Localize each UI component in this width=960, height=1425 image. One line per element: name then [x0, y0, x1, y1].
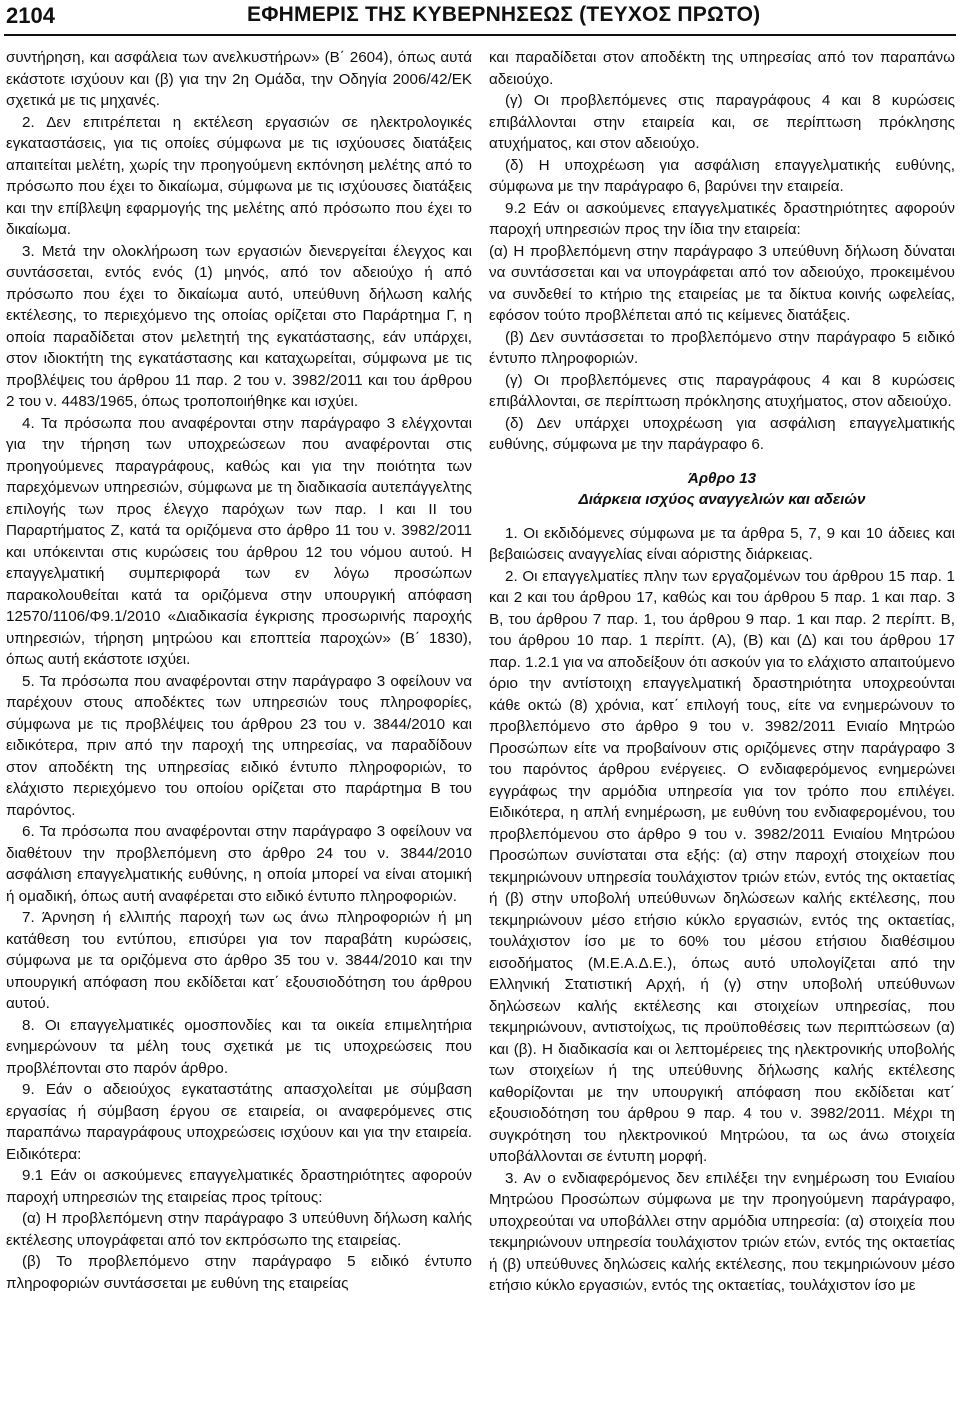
paragraph: 2. Δεν επιτρέπεται η εκτέλεση εργασιών σε ηλεκτρολογικές εγκαταστάσεις, για τις οποίες σύμφωνα με τις ισχύουσες διατάξεις απαιτείται μελέτη, χωρίς την προηγούμενη εκπόνηση μελέτης από το πρόσωπο που έχει το δικαίωμα, σύμφωνα με τις ισχύουσες διατάξεις και την επίβλεψη εφαρμογής της μελέτης από πρόσωπο που έχει το δικαίωμα. — [6, 113, 472, 238]
paragraph: 8. Οι επαγγελματικές ομοσπονδίες και τα οικεία επιμελητήρια ενημερώνουν τα μέλη τους σχετικά με τις υποχρεώσεις που προβλέπονται στο παρόν άρθρο. — [6, 1016, 472, 1077]
page-number: 2104 — [6, 3, 55, 28]
paragraph: (δ) Η υποχρέωση για ασφάλιση επαγγελματικής ευθύνης, σύμφωνα με την παράγραφο 6, βαρύνει την εταιρεία. — [489, 156, 955, 195]
paragraph: 2. Οι επαγγελματίες πλην των εργαζομένων του άρθρου 15 παρ. 1 και 2 και του άρθρου 17, καθώς και του άρθρου 5 παρ. 1 και παρ. 3 Β, του άρθρου 7 παρ. 1, του άρθρου 9 παρ. 1 και παρ. 2 περίπτ. Β, του άρθρου 10 παρ. 1 περίπτ. (Α), (Β) και (Δ) και του άρθρου 17 παρ. 1.2.1 για να αποδείξουν ότι ασκούν για το ελάχιστο απαιτούμενο όριο την αντίστοιχη επαγγελματική δραστηριότητα υποχρεούνται κάθε οκτώ (8) χρόνια, κατ΄ επιλογή τους, είτε να ενημερώνουν το προβλεπόμενο στο άρθρο 9 του ν. 3982/2011 Ενιαίο Μητρώο Προσώπων είτε να προβαίνουν στις οριζόμενες στην παράγραφο 3 του παρόντος άρθρου ενέργειες. Ο ενδιαφερόμενος ενημερώνει εγγράφως την αρμόδια υπηρεσία για τον τρόπο που επιλέγει. Ειδικότερα, η απλή ενημέρωση, με ευθύνη του ενδιαφερομένου, του προβλεπόμενου στο άρθρο 9 του ν. 3982/2011 Ενιαίου Μητρώου Προσώπων συνίσταται στα εξής: (α) στην παροχή στοιχείων που τεκμηριώνουν υπηρεσία τουλάχιστον τριών ετών, εντός της οκταετίας ή (β) στην υποβολή υπεύθυνων δηλώσεων καλής εκτέλεσης, που τεκμηριώνουν μέσο ετήσιο κύκλο εργασιών, εντός της οκταετίας, τουλάχιστον ίσο με το 60% του μέσου ετήσιου διαθέσιμου εισοδήματος (Μ.Ε.Α.Δ.Ε.), όπως αυτό υπολογίζεται από την Ελληνική Στατιστική Αρχή, ή (γ) στην υποβολή υπεύθυνων δηλώσεων καλής εκτέλεσης και στοιχείων υπηρεσίας, που τεκμηριώνουν, αντιστοίχως, τις προϋποθέσεις των περιπτώσεων (α) και (β). Η διαδικασία και οι λεπτομέρειες της ηλεκτρονικής υποβολής των στοιχείων ή της υπεύθυνης δήλωσης καλής εκτέλεσης καθορίζονται με την υπουργική απόφαση που εκδίδεται κατ΄ εξουσιοδότηση του άρθρου 9 παρ. 4 του ν. 3982/2011. Μέχρι τη συγκρότηση του ηλεκτρονικού Μητρώου, τα ως άνω στοιχεία υποβάλλονται σε έντυπη μορφή. — [489, 567, 955, 1165]
paragraph: 9.1 Εάν οι ασκούμενες επαγγελματικές δραστηριότητες αφορούν παροχή υπηρεσιών της εταιρείας προς τρίτους: — [6, 1167, 472, 1206]
paragraph: (α) Η προβλεπόμενη στην παράγραφο 3 υπεύθυνη δήλωση καλής εκτέλεσης υπογράφεται από τον εκπρόσωπο της εταιρείας. — [6, 1210, 472, 1249]
paragraph: 5. Τα πρόσωπα που αναφέρονται στην παράγραφο 3 οφείλουν να παρέχουν στους αποδέκτες των υπηρεσιών τους πληροφορίες, σύμφωνα με τις προβλέψεις του άρθρου 23 του ν. 3844/2010 και ειδικότερα, πριν από την παροχή της υπηρεσίας, να παραδίδουν στον αποδέκτη της υπηρεσίας ειδικό έντυπο πληροφοριών, το ελάχιστο περιεχόμενο του οποίου ορίζεται στο παράρτημα Β του παρόντος. — [6, 672, 472, 819]
paragraph: 9.2 Εάν οι ασκούμενες επαγγελματικές δραστηριότητες αφορούν παροχή υπηρεσιών προς την ίδια την εταιρεία: — [489, 199, 955, 238]
paragraph: 4. Τα πρόσωπα που αναφέρονται στην παράγραφο 3 ελέγχονται για την τήρηση των υποχρεώσεων που αναφέρονται στις προηγούμενες παραγράφους, καθώς και για την ποιότητα των παρεχόμενων υπηρεσιών, σύμφωνα με τη διαδικασία αυτεπάγγελτης επιλογής των προς έλεγχο παρόχων των παρ. Ι και ΙΙ του Παραρτήματος Ζ, κατά τα οριζόμενα στο άρθρο 11 του ν. 3982/2011 και υπόκεινται στις κυρώσεις του άρθρου 12 του νόμου αυτού. Η επαγγελματική συμπεριφορά των εν λόγω προσώπων παρακολουθείται κατά τα οριζόμενα στην υπουργική απόφαση 12570/1106/Φ9.1/2010 «Διαδικασία έγκρισης προσωρινής παροχής υπηρεσιών, τήρηση μητρώου και εποπτεία παροχών» (Β΄ 1830), όπως αυτή εκάστοτε ισχύει. — [6, 414, 472, 668]
article-number: Άρθρο 13 — [687, 469, 757, 487]
paragraph: 7. Άρνηση ή ελλιπής παροχή των ως άνω πληροφοριών ή μη κατάθεση του εντύπου, επισύρει για τον παραβάτη κυρώσεις, σύμφωνα με τα οριζόμενα στο άρθρο 35 του ν. 3844/2010 και την υπουργική απόφαση που εκδίδεται κατ΄ εξουσιοδότηση του άρθρου αυτού. — [6, 909, 472, 1012]
paragraph: (γ) Οι προβλεπόμενες στις παραγράφους 4 και 8 κυρώσεις επιβάλλονται στην εταιρεία και, σε περίπτωση πρόκλησης ατυχήματος, και στον αδειούχο. — [489, 92, 955, 152]
left-column — [6, 47, 472, 1419]
article-title: Διάρκεια ισχύος αναγγελιών και αδειών — [578, 491, 866, 508]
paragraph: (δ) Δεν υπάρχει υποχρέωση για ασφάλιση επαγγελματικής ευθύνης, σύμφωνα με την παράγραφο 6. — [489, 414, 955, 453]
paragraph: 3. Μετά την ολοκλήρωση των εργασιών διενεργείται έλεγχος και συντάσσεται, εντός ενός (1) μηνός, από τον αδειούχο ή από πρόσωπο που έχει το δικαίωμα αυτό, υπεύθυνη δήλωση καλής εκτέλεσης, το περιεχόμενο της οποίας ορίζεται στο Παράρτημα Γ, η οποία παραδίδεται στον μελετητή της εγκατάστασης, εάν υπάρχει, στον ιδιοκτήτη της εγκατάστασης και καταχωρείται, σύμφωνα με τις προβλέψεις του άρθρου 11 παρ. 2 του ν. 3982/2011 και του άρθρου 2 του ν. 4483/1965, όπως τροποποιήθηκε και ισχύει. — [6, 242, 472, 410]
paragraph: συντήρηση, και ασφάλεια των ανελκυστήρων» (Β΄ 2604), όπως αυτά εκάστοτε ισχύουν και (β) για την 2η Ομάδα, την Οδηγία 2006/42/ΕΚ σχετικά με τις μηχανές. — [6, 49, 472, 109]
paragraph: (γ) Οι προβλεπόμενες στις παραγράφους 4 και 8 κυρώσεις επιβάλλονται, σε περίπτωση πρόκλησης ατυχήματος, στον αδειούχο. — [489, 371, 955, 410]
paragraph: 1. Οι εκδιδόμενες σύμφωνα με τα άρθρα 5, 7, 9 και 10 άδειες και βεβαιώσεις αναγγελίας είναι αόριστης διάρκειας. — [489, 524, 955, 563]
right-column — [489, 47, 955, 1419]
paragraph: 3. Αν ο ενδιαφερόμενος δεν επιλέξει την ενημέρωση του Ενιαίου Μητρώου Προσώπων σύμφωνα με την προηγούμενη παράγραφο, υποχρεούται να υποβάλλει στην αρμόδια υπηρεσία: (α) στοιχεία που τεκμηριώνουν υπηρεσία τουλάχιστον τριών ετών, εντός της οκταετίας ή (β) υπεύθυνες δηλώσεις καλής εκτέλεσης, που τεκμηριώνουν μέσο ετήσιο κύκλο εργασιών, εντός της οκταετίας, τουλάχιστον ίσο με — [489, 1169, 955, 1294]
paragraph: (β) Δεν συντάσσεται το προβλεπόμενο στην παράγραφο 5 ειδικό έντυπο πληροφοριών. — [489, 328, 955, 367]
paragraph: 9. Εάν ο αδειούχος εγκαταστάτης απασχολείται με σύμβαση εργασίας ή σύμβαση έργου σε εταιρεία, οι αναφερόμενες στις παραπάνω παραγράφους υποχρεώσεις ισχύουν και για την εταιρεία. Ειδικότερα: — [6, 1081, 472, 1163]
paragraph: 6. Τα πρόσωπα που αναφέρονται στην παράγραφο 3 οφείλουν να διαθέτουν την προβλεπόμενη στο άρθρο 24 του ν. 3844/2010 ασφάλιση επαγγελματικής ευθύνης, η οποία μπορεί να είναι ατομική ή ομαδική, όπως αυτή αναφέρεται στο ειδικό έντυπο πληροφοριών. — [6, 823, 472, 905]
paragraph: (α) Η προβλεπόμενη στην παράγραφο 3 υπεύθυνη δήλωση δύναται να συντάσσεται και να υπογράφεται από τον αδειούχο, προκειμένου να συνδεθεί το κτήριο της εταιρείας με τα δίκτυα κοινής ωφελείας, εφόσον τούτο προβλέπεται από τις κείμενες διατάξεις. — [489, 242, 955, 324]
page-header — [4, 0, 956, 36]
paragraph: και παραδίδεται στον αποδέκτη της υπηρεσίας από τον παραπάνω αδειούχο. — [489, 49, 955, 88]
gazette-title: ΕΦΗΜΕΡΙΣ ΤΗΣ ΚΥΒΕΡΝΗΣΕΩΣ (ΤΕΥΧΟΣ ΠΡΩΤΟ) — [247, 3, 761, 26]
paragraph: (β) Το προβλεπόμενο στην παράγραφο 5 ειδικό έντυπο πληροφοριών συντάσσεται με ευθύνη της εταιρείας — [6, 1253, 472, 1292]
